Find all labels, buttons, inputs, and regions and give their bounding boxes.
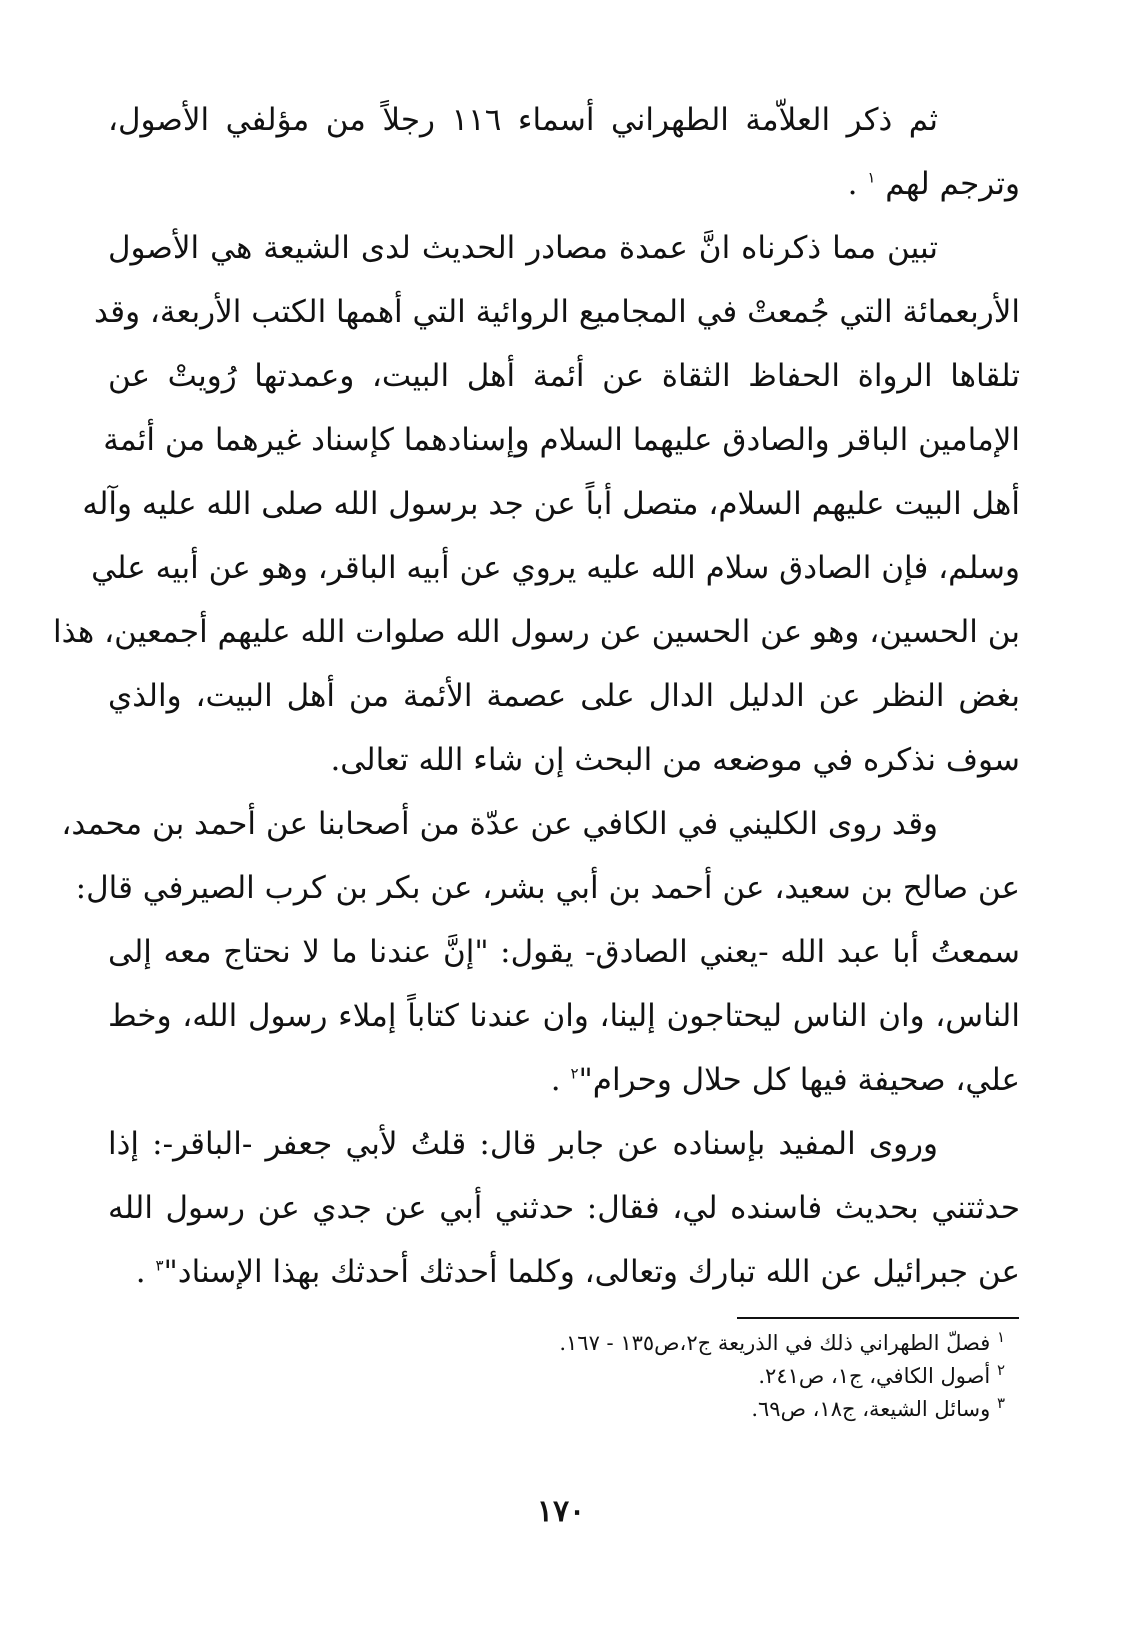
text-line: وسلم، فإن الصادق سلام الله عليه يروي عن أبيه الباقر، وهو عن أبيه علي	[91, 550, 1020, 586]
footnote-text: وسائل الشيعة، ج١٨، ص٦٩.	[751, 1397, 991, 1421]
text-line: سمعتُ أبا عبد الله -يعني الصادق- يقول: "إنَّ عندنا ما لا نحتاج معه إلى	[108, 934, 1020, 970]
text-line: الإمامين الباقر والصادق عليهما السلام وإسنادهما كإسناد غيرهما من أئمة	[103, 422, 1020, 458]
footnote-ref: ١	[867, 168, 876, 187]
text-line: بن الحسين، وهو عن الحسين عن رسول الله صلوات الله عليهم أجمعين، هذا	[53, 614, 1020, 650]
page-number: ١٧٠	[536, 1494, 586, 1529]
footnote	[300, 1327, 1005, 1360]
text-line: سوف نذكره في موضعه من البحث إن شاء الله تعالى.	[330, 742, 1020, 778]
footnote-text: أصول الكافي، ج١، ص٢٤١.	[758, 1364, 991, 1388]
text-line: الأربعمائة التي جُمعتْ في المجاميع الروائية التي أهمها الكتب الأربعة، وقد	[93, 294, 1020, 330]
text-line: تبين مما ذكرناه انَّ عمدة مصادر الحديث لدى الشيعة هي الأصول	[108, 230, 938, 266]
text-line: عن جبرائيل عن الله تبارك وتعالى، وكلما أحدثك أحدثك بهذا الإسناد"$^٣$ .	[135, 1254, 1020, 1290]
text-line: حدثتني بحديث فاسنده لي، فقال: حدثني أبي عن جدي عن رسول الله	[108, 1190, 1020, 1226]
text-line: الناس، وان الناس ليحتاجون إلينا، وان عندنا كتاباً إملاء رسول الله، وخط	[108, 998, 1020, 1034]
main-text	[53, 88, 1020, 1304]
footnote-number: ١	[996, 1328, 1005, 1346]
text-line: أهل البيت عليهم السلام، متصل أباً عن جد برسول الله صلى الله عليه وآله	[82, 486, 1020, 522]
footnote-number: ٢	[996, 1361, 1005, 1379]
text-line: وقد روى الكليني في الكافي عن عدّة من أصحابنا عن أحمد بن محمد،	[61, 806, 938, 842]
footnote-number: ٣	[996, 1394, 1005, 1412]
footnote	[300, 1360, 1005, 1393]
text-line: علي، صحيفة فيها كل حلال وحرام"$^٢$ .	[550, 1062, 1020, 1098]
text-line: وترجم لهم $^١$ .	[847, 166, 1020, 202]
footnote	[300, 1393, 1005, 1426]
footnotes	[300, 1327, 1005, 1426]
footnote-ref: ٣	[155, 1256, 164, 1275]
text-line: بغض النظر عن الدليل الدال على عصمة الأئمة من أهل البيت، والذي	[108, 678, 1020, 714]
footnote-ref: ٢	[570, 1064, 579, 1083]
footnote-separator	[737, 1317, 1019, 1319]
text-line: وروى المفيد بإسناده عن جابر قال: قلتُ لأبي جعفر -الباقر-: إذا	[108, 1126, 938, 1162]
text-line: عن صالح بن سعيد، عن أحمد بن أبي بشر، عن بكر بن كرب الصيرفي قال:	[75, 870, 1020, 906]
text-line: تلقاها الرواة الحفاظ الثقاة عن أئمة أهل البيت، وعمدتها رُويتْ عن	[108, 358, 1020, 394]
text-line: ثم ذكر العلاّمة الطهراني أسماء ١١٦ رجلاً من مؤلفي الأصول،	[108, 102, 938, 138]
footnote-text: فصلّ الطهراني ذلك في الذريعة ج٢،ص١٣٥ - ١٦٧.	[559, 1331, 991, 1355]
